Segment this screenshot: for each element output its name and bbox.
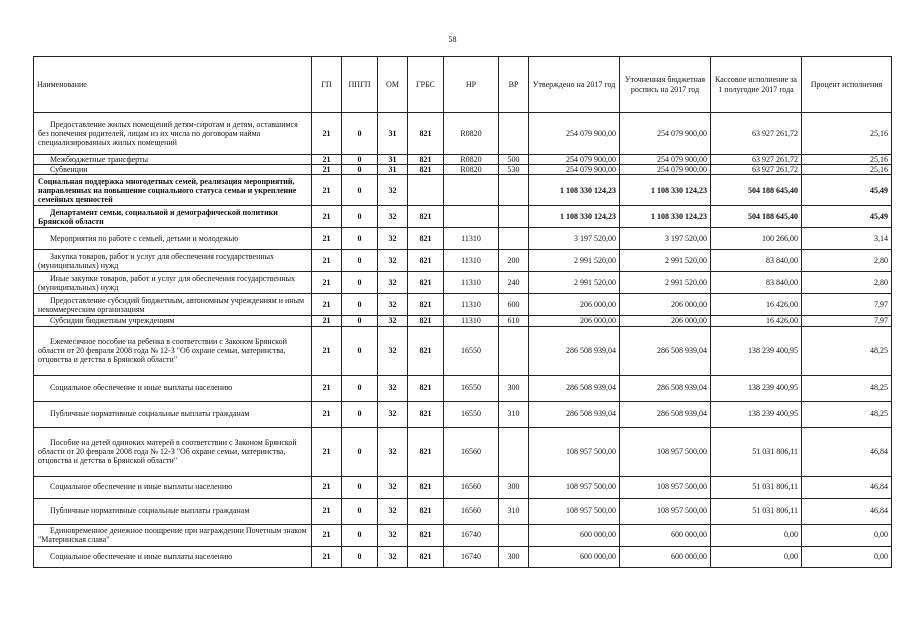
table-row xyxy=(34,165,892,175)
cell-vr xyxy=(499,113,529,155)
table-row xyxy=(34,401,892,427)
table-row xyxy=(34,524,892,546)
table-row xyxy=(34,316,892,326)
cell-percent: 2,80 xyxy=(802,250,892,272)
header-percent: Процент исполнения xyxy=(802,57,892,113)
cell-cash: 16 426,00 xyxy=(711,316,802,326)
table-row xyxy=(34,206,892,228)
cell-om: 31 xyxy=(378,155,408,165)
cell-cash: 51 031 806,11 xyxy=(711,427,802,476)
cell-cash: 83 840,00 xyxy=(711,250,802,272)
cell-nr: 11310 xyxy=(444,228,499,250)
cell-nr: 16740 xyxy=(444,546,499,567)
cell-pgp: 0 xyxy=(342,316,378,326)
table-body xyxy=(34,113,892,568)
cell-clarified: 600 000,00 xyxy=(620,524,711,546)
cell-name: Предоставление жилых помещений детям-сиротам и детям, оставшимся без попечения родителей, лицам из их числа по договорам найма специализированных жилых помещений xyxy=(34,113,312,155)
cell-grbs: 821 xyxy=(408,375,444,401)
cell-nr: 16560 xyxy=(444,476,499,498)
cell-clarified: 600 000,00 xyxy=(620,546,711,567)
cell-clarified: 254 079 900,00 xyxy=(620,113,711,155)
cell-om: 32 xyxy=(378,175,408,206)
cell-clarified: 1 108 330 124,23 xyxy=(620,206,711,228)
cell-om: 32 xyxy=(378,294,408,316)
cell-percent: 2,80 xyxy=(802,272,892,294)
cell-grbs: 821 xyxy=(408,228,444,250)
cell-pgp: 0 xyxy=(342,498,378,524)
cell-om: 32 xyxy=(378,498,408,524)
cell-gp: 21 xyxy=(312,165,342,175)
cell-name: Предоставление субсидий бюджетным, автономным учреждениям и иным некоммерческим организациям xyxy=(34,294,312,316)
cell-vr: 300 xyxy=(499,476,529,498)
cell-om: 32 xyxy=(378,316,408,326)
cell-om: 32 xyxy=(378,375,408,401)
cell-nr: 16560 xyxy=(444,427,499,476)
cell-gp: 21 xyxy=(312,375,342,401)
cell-clarified: 286 508 939,04 xyxy=(620,375,711,401)
cell-vr: 310 xyxy=(499,498,529,524)
cell-approved: 3 197 520,00 xyxy=(529,228,620,250)
header-cash: Кассовое исполнение за 1 полугодие 2017 года xyxy=(711,57,802,113)
cell-nr: 16550 xyxy=(444,326,499,375)
cell-om: 32 xyxy=(378,326,408,375)
cell-nr: 11310 xyxy=(444,316,499,326)
cell-approved: 206 000,00 xyxy=(529,316,620,326)
cell-pgp: 0 xyxy=(342,427,378,476)
cell-grbs: 821 xyxy=(408,401,444,427)
cell-name: Департамент семьи, социальной и демографической политики Брянской области xyxy=(34,206,312,228)
cell-approved: 108 957 500,00 xyxy=(529,476,620,498)
cell-name: Межбюджетные трансферты xyxy=(34,155,312,165)
cell-grbs: 821 xyxy=(408,294,444,316)
cell-nr xyxy=(444,206,499,228)
cell-grbs: 821 xyxy=(408,326,444,375)
cell-name: Социальное обеспечение и иные выплаты населению xyxy=(34,375,312,401)
cell-gp: 21 xyxy=(312,546,342,567)
cell-gp: 21 xyxy=(312,524,342,546)
cell-vr: 530 xyxy=(499,165,529,175)
cell-gp: 21 xyxy=(312,476,342,498)
cell-clarified: 206 000,00 xyxy=(620,316,711,326)
cell-cash: 63 927 261,72 xyxy=(711,113,802,155)
cell-nr: 16550 xyxy=(444,375,499,401)
cell-om: 32 xyxy=(378,524,408,546)
cell-pgp: 0 xyxy=(342,272,378,294)
cell-name: Социальное обеспечение и иные выплаты населению xyxy=(34,476,312,498)
cell-vr xyxy=(499,206,529,228)
cell-vr: 600 xyxy=(499,294,529,316)
table-row xyxy=(34,250,892,272)
header-vr: ВР xyxy=(499,57,529,113)
cell-cash: 16 426,00 xyxy=(711,294,802,316)
cell-clarified: 108 957 500,00 xyxy=(620,476,711,498)
cell-name: Социальная поддержка многодетных семей, реализация мероприятий, направленных на повышение социального статуса семьи и укрепление семейных ценностей xyxy=(34,175,312,206)
cell-pgp: 0 xyxy=(342,250,378,272)
cell-vr: 500 xyxy=(499,155,529,165)
header-name: Наименование xyxy=(34,57,312,113)
cell-approved: 2 991 520,00 xyxy=(529,250,620,272)
cell-cash: 63 927 261,72 xyxy=(711,165,802,175)
cell-gp: 21 xyxy=(312,228,342,250)
cell-clarified: 2 991 520,00 xyxy=(620,250,711,272)
cell-grbs: 821 xyxy=(408,316,444,326)
cell-name: Субсидии бюджетным учреждениям xyxy=(34,316,312,326)
table-row xyxy=(34,427,892,476)
cell-percent: 0,00 xyxy=(802,546,892,567)
table-row xyxy=(34,375,892,401)
cell-nr: 16560 xyxy=(444,498,499,524)
table-row xyxy=(34,498,892,524)
cell-cash: 138 239 400,95 xyxy=(711,375,802,401)
cell-name: Иные закупки товаров, работ и услуг для обеспечения государственных (муниципальных) нужд xyxy=(34,272,312,294)
cell-name: Пособие на детей одиноких матерей в соответствии с Законом Брянской области от 20 февраля 2008 года № 12-З "Об охране семьи, материнства, отцовства и детства в Брянской области" xyxy=(34,427,312,476)
cell-percent: 46,84 xyxy=(802,476,892,498)
cell-grbs: 821 xyxy=(408,206,444,228)
cell-percent: 7,97 xyxy=(802,316,892,326)
cell-grbs: 821 xyxy=(408,476,444,498)
header-om: ОМ xyxy=(378,57,408,113)
cell-name: Ежемесячное пособие на ребенка в соответствии с Законом Брянской области от 20 февраля 2008 года № 12-З "Об охране семьи, материнства, отцовства и детства в Брянской области" xyxy=(34,326,312,375)
cell-gp: 21 xyxy=(312,498,342,524)
cell-name: Субвенции xyxy=(34,165,312,175)
cell-om: 32 xyxy=(378,476,408,498)
cell-gp: 21 xyxy=(312,272,342,294)
cell-pgp: 0 xyxy=(342,155,378,165)
cell-om: 32 xyxy=(378,228,408,250)
cell-vr xyxy=(499,175,529,206)
cell-clarified: 286 508 939,04 xyxy=(620,326,711,375)
cell-clarified: 206 000,00 xyxy=(620,294,711,316)
cell-approved: 206 000,00 xyxy=(529,294,620,316)
cell-cash: 83 840,00 xyxy=(711,272,802,294)
cell-nr: R0820 xyxy=(444,165,499,175)
cell-approved: 254 079 900,00 xyxy=(529,155,620,165)
cell-approved: 600 000,00 xyxy=(529,546,620,567)
cell-vr: 240 xyxy=(499,272,529,294)
cell-name: Закупка товаров, работ и услуг для обеспечения государственных (муниципальных) нужд xyxy=(34,250,312,272)
cell-om: 32 xyxy=(378,401,408,427)
cell-percent: 48,25 xyxy=(802,326,892,375)
cell-cash: 504 188 645,40 xyxy=(711,206,802,228)
header-grbs: ГРБС xyxy=(408,57,444,113)
cell-percent: 46,84 xyxy=(802,427,892,476)
cell-percent: 25,16 xyxy=(802,165,892,175)
cell-om: 31 xyxy=(378,165,408,175)
cell-om: 32 xyxy=(378,206,408,228)
cell-grbs: 821 xyxy=(408,498,444,524)
cell-name: Публичные нормативные социальные выплаты гражданам xyxy=(34,401,312,427)
cell-vr: 610 xyxy=(499,316,529,326)
header-nr: НР xyxy=(444,57,499,113)
cell-cash: 504 188 645,40 xyxy=(711,175,802,206)
header-gp: ГП xyxy=(312,57,342,113)
cell-clarified: 286 508 939,04 xyxy=(620,401,711,427)
cell-pgp: 0 xyxy=(342,175,378,206)
cell-clarified: 108 957 500,00 xyxy=(620,498,711,524)
header-pgp: ППГП xyxy=(342,57,378,113)
cell-pgp: 0 xyxy=(342,524,378,546)
table-row xyxy=(34,155,892,165)
cell-cash: 100 266,00 xyxy=(711,228,802,250)
table-row xyxy=(34,326,892,375)
cell-grbs: 821 xyxy=(408,524,444,546)
cell-grbs: 821 xyxy=(408,113,444,155)
table-header-row xyxy=(34,57,892,113)
cell-percent: 48,25 xyxy=(802,401,892,427)
cell-grbs: 821 xyxy=(408,250,444,272)
cell-nr: R0820 xyxy=(444,113,499,155)
cell-clarified: 254 079 900,00 xyxy=(620,165,711,175)
budget-table xyxy=(33,56,892,568)
cell-pgp: 0 xyxy=(342,228,378,250)
cell-pgp: 0 xyxy=(342,401,378,427)
page-number: 58 xyxy=(448,35,457,44)
cell-cash: 138 239 400,95 xyxy=(711,401,802,427)
header-clarified: Уточненная бюджетная роспись на 2017 год xyxy=(620,57,711,113)
cell-gp: 21 xyxy=(312,175,342,206)
cell-approved: 2 991 520,00 xyxy=(529,272,620,294)
cell-vr xyxy=(499,228,529,250)
cell-pgp: 0 xyxy=(342,113,378,155)
cell-clarified: 2 991 520,00 xyxy=(620,272,711,294)
cell-clarified: 3 197 520,00 xyxy=(620,228,711,250)
cell-pgp: 0 xyxy=(342,326,378,375)
cell-gp: 21 xyxy=(312,294,342,316)
cell-clarified: 108 957 500,00 xyxy=(620,427,711,476)
cell-gp: 21 xyxy=(312,113,342,155)
cell-pgp: 0 xyxy=(342,375,378,401)
cell-percent: 0,00 xyxy=(802,524,892,546)
cell-pgp: 0 xyxy=(342,165,378,175)
cell-approved: 254 079 900,00 xyxy=(529,113,620,155)
cell-vr: 200 xyxy=(499,250,529,272)
cell-vr xyxy=(499,524,529,546)
cell-grbs xyxy=(408,175,444,206)
cell-om: 32 xyxy=(378,427,408,476)
cell-om: 32 xyxy=(378,272,408,294)
cell-name: Мероприятия по работе с семьей, детьми и молодежью xyxy=(34,228,312,250)
cell-percent: 25,16 xyxy=(802,155,892,165)
cell-percent: 7,97 xyxy=(802,294,892,316)
cell-approved: 1 108 330 124,23 xyxy=(529,175,620,206)
cell-pgp: 0 xyxy=(342,294,378,316)
cell-clarified: 254 079 900,00 xyxy=(620,155,711,165)
cell-percent: 45,49 xyxy=(802,175,892,206)
cell-gp: 21 xyxy=(312,427,342,476)
cell-om: 31 xyxy=(378,113,408,155)
cell-nr: 11310 xyxy=(444,272,499,294)
cell-vr: 310 xyxy=(499,401,529,427)
cell-pgp: 0 xyxy=(342,476,378,498)
cell-percent: 25,16 xyxy=(802,113,892,155)
cell-vr: 300 xyxy=(499,546,529,567)
cell-cash: 0,00 xyxy=(711,524,802,546)
cell-cash: 51 031 806,11 xyxy=(711,498,802,524)
table-row xyxy=(34,228,892,250)
cell-name: Единовременное денежное поощрение при награждении Почетным знаком "Материнская слава" xyxy=(34,524,312,546)
cell-om: 32 xyxy=(378,250,408,272)
cell-approved: 286 508 939,04 xyxy=(529,375,620,401)
cell-approved: 108 957 500,00 xyxy=(529,498,620,524)
cell-gp: 21 xyxy=(312,250,342,272)
cell-grbs: 821 xyxy=(408,546,444,567)
cell-approved: 600 000,00 xyxy=(529,524,620,546)
cell-nr: 16550 xyxy=(444,401,499,427)
cell-cash: 138 239 400,95 xyxy=(711,326,802,375)
cell-gp: 21 xyxy=(312,316,342,326)
cell-grbs: 821 xyxy=(408,155,444,165)
cell-nr: 16740 xyxy=(444,524,499,546)
cell-gp: 21 xyxy=(312,155,342,165)
cell-nr: 11310 xyxy=(444,250,499,272)
cell-approved: 254 079 900,00 xyxy=(529,165,620,175)
table-row xyxy=(34,546,892,567)
cell-grbs: 821 xyxy=(408,165,444,175)
cell-approved: 286 508 939,04 xyxy=(529,326,620,375)
cell-approved: 286 508 939,04 xyxy=(529,401,620,427)
cell-vr: 300 xyxy=(499,375,529,401)
cell-nr: R0820 xyxy=(444,155,499,165)
cell-gp: 21 xyxy=(312,326,342,375)
cell-gp: 21 xyxy=(312,401,342,427)
cell-om: 32 xyxy=(378,546,408,567)
cell-approved: 1 108 330 124,23 xyxy=(529,206,620,228)
cell-vr xyxy=(499,326,529,375)
header-approved: Утверждено на 2017 год xyxy=(529,57,620,113)
cell-cash: 0,00 xyxy=(711,546,802,567)
cell-percent: 3,14 xyxy=(802,228,892,250)
table-row xyxy=(34,113,892,155)
table-row xyxy=(34,175,892,206)
table-row xyxy=(34,294,892,316)
table-row xyxy=(34,476,892,498)
cell-grbs: 821 xyxy=(408,427,444,476)
cell-cash: 63 927 261,72 xyxy=(711,155,802,165)
cell-approved: 108 957 500,00 xyxy=(529,427,620,476)
cell-percent: 45,49 xyxy=(802,206,892,228)
cell-clarified: 1 108 330 124,23 xyxy=(620,175,711,206)
cell-name: Социальное обеспечение и иные выплаты населению xyxy=(34,546,312,567)
cell-nr: 11310 xyxy=(444,294,499,316)
cell-pgp: 0 xyxy=(342,546,378,567)
cell-grbs: 821 xyxy=(408,272,444,294)
cell-percent: 48,25 xyxy=(802,375,892,401)
cell-name: Публичные нормативные социальные выплаты гражданам xyxy=(34,498,312,524)
cell-gp: 21 xyxy=(312,206,342,228)
cell-cash: 51 031 806,11 xyxy=(711,476,802,498)
cell-pgp: 0 xyxy=(342,206,378,228)
cell-nr xyxy=(444,175,499,206)
table-row xyxy=(34,272,892,294)
cell-percent: 46,84 xyxy=(802,498,892,524)
cell-vr xyxy=(499,427,529,476)
